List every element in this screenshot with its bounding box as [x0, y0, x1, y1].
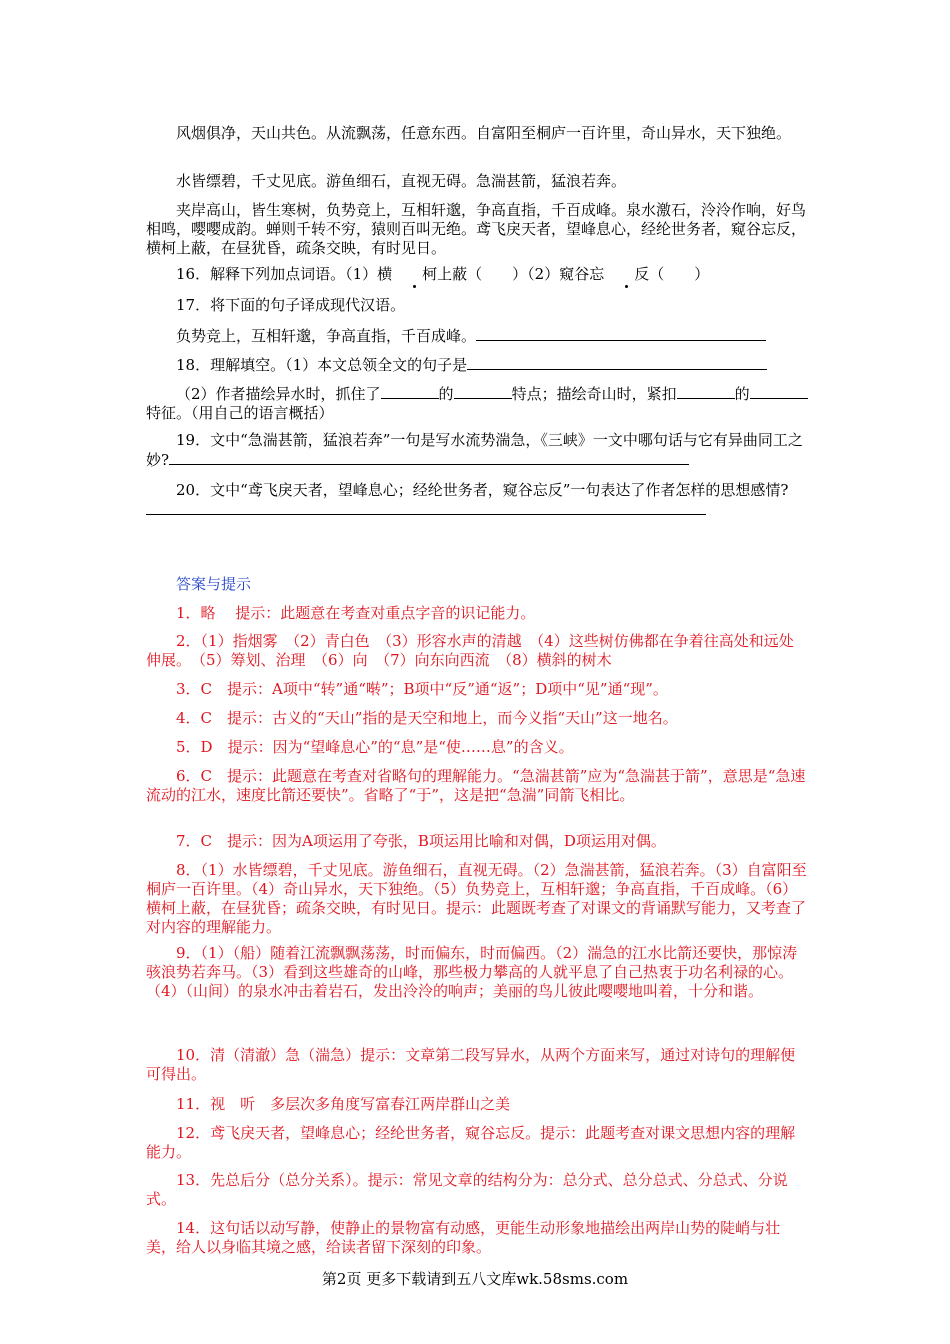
- answer-2: 2．（1）指烟雾 （2）青白色 （3）形容水声的清越 （4）这些树仿佛都在争着往高处和远处伸展。 （5）筹划、治理 （6）向 （7）向东向西流 （8）横斜的树木: [146, 632, 794, 669]
- answer-13: 13．先总后分（总分关系）。提示：常见文章的结构分为：总分式、总分总式、分总式、分说式。: [146, 1171, 788, 1208]
- answer-blank[interactable]: [169, 450, 689, 465]
- passage-paragraph-2: 水皆缥碧，千丈见底。游鱼细石，直视无碍。急湍甚箭，猛浪若奔。: [176, 172, 627, 190]
- answer-9: 9．（1）（船）随着江流飘飘荡荡，时而偏东，时而偏西。（2）湍急的江水比箭还要快，那惊涛骇浪势若奔马。（3）看到这些雄奇的山峰，那些极力攀高的人就平息了自己热衷于功名利禄的心。（4）（山间）的泉水冲击着岩石，发出泠泠的响声；美丽的鸟儿彼此嘤嘤地叫着，十分和谐。: [146, 944, 798, 1000]
- question-19: [146, 431, 808, 470]
- answer-blank[interactable]: [750, 384, 808, 399]
- question-20: [146, 481, 808, 520]
- q18-2-text-a: （2）作者描绘异水时，抓住了: [176, 385, 381, 403]
- answer-blank[interactable]: [454, 384, 512, 399]
- passage-paragraph-3: 夹岸高山，皆生寒树，负势竞上，互相轩邈，争高直指，千百成峰。泉水激石，泠泠作响，好鸟相鸣，嘤嘤成韵。蝉则千转不穷，猿则百叫无绝。鸢飞戾天者，望峰息心，经纶世务者，窥谷忘反，横柯上蔽，在昼犹昏，疏条交映，有时见日。: [146, 201, 807, 257]
- q18-2-text-c: 特点；描绘奇山时，紧扣: [511, 385, 677, 403]
- answer-blank[interactable]: [677, 384, 735, 399]
- answer-blank[interactable]: [381, 384, 439, 399]
- q16-dotted-char-1: 柯: [392, 265, 437, 284]
- q18-text: 18．理解填空。（1）本文总领全文的句子是: [176, 356, 468, 374]
- answer-1: 1．略 提示：此题意在考查对重点字音的识记能力。: [176, 604, 536, 622]
- q16-text-b: 上蔽（ ）（2）窥谷忘: [437, 265, 605, 283]
- q19-text: 19．文中“急湍甚箭，猛浪若奔”一句是写水流势湍急，《三峡》一文中哪句话与它有异曲同工之妙?: [146, 431, 803, 469]
- answer-8: 8．（1）水皆缥碧，千丈见底。游鱼细石，直视无碍。（2）急湍甚箭，猛浪若奔。（3）自富阳至桐庐一百许里。（4）奇山异水，天下独绝。（5）负势竞上，互相轩邈；争高直指，千百成峰。（6）横柯上蔽，在昼犹昏；疏条交映，有时见日。提示：此题既考查了对课文的背诵默写能力，又考查了对内容的理解能力。: [146, 861, 807, 936]
- answer-11: 11．视 听 多层次多角度写富春江两岸群山之美: [176, 1095, 511, 1113]
- answer-5: 5．D 提示：因为“望峰息心”的“息”是“使……息”的含义。: [176, 738, 574, 756]
- question-18: [146, 355, 808, 375]
- q20-text: 20．文中“鸢飞戾天者，望峰息心；经纶世务者，窥谷忘反”一句表达了作者怎样的思想感情?: [176, 481, 789, 499]
- answer-4: 4．C 提示：古义的“天山”指的是天空和地上，而今义指“天山”这一地名。: [176, 709, 678, 727]
- q18-2-text-d: 的: [734, 385, 750, 403]
- answers-heading: 答案与提示: [176, 575, 252, 593]
- q16-dotted-char-2: 反: [604, 265, 649, 284]
- answer-14: 14．这句话以动写静，使静止的景物富有动感，更能生动形象地描绘出两岸山势的陡峭与壮美，给人以身临其境之感，给读者留下深刻的印象。: [146, 1219, 781, 1256]
- answer-3: 3．C 提示：A项中“转”通“啭”；B项中“反”通“返”；D项中“见”通“现”。: [176, 680, 668, 698]
- q18-2-text-b: 的: [438, 385, 454, 403]
- q16-text-c: （ ）: [649, 265, 710, 283]
- answer-6: 6．C 提示：此题意在考查对省略句的理解能力。“急湍甚箭”应为“急湍甚于箭”，意思是“急速流动的江水，速度比箭还要快”。省略了“于”，这是把“急湍”同箭飞相比。: [146, 767, 806, 804]
- q17-sentence-text: 负势竞上，互相轩邈，争高直指，千百成峰。: [176, 327, 477, 345]
- q18-2-text-e: 特征。（用自己的语言概括）: [146, 404, 334, 422]
- answer-blank[interactable]: [467, 355, 767, 370]
- answer-10: 10．清（清澈）急（湍急）提示：文章第二段写异水，从两个方面来写，通过对诗句的理解便可得出。: [146, 1046, 796, 1083]
- answer-blank[interactable]: [146, 500, 706, 515]
- q16-text-a: 16．解释下列加点词语。（1）横: [176, 265, 393, 283]
- question-17-sentence: [146, 326, 808, 346]
- answer-7: 7．C 提示：因为A项运用了夸张，B项运用比喻和对偶，D项运用对偶。: [176, 832, 666, 850]
- question-17: 17．将下面的句子译成现代汉语。: [176, 296, 406, 314]
- page-footer: 第2页 更多下载请到五八文库wk.58sms.com: [321, 1270, 629, 1288]
- question-16: [146, 265, 808, 284]
- answer-12: 12．鸢飞戾天者，望峰息心；经纶世务者，窥谷忘反。提示：此题考查对课文思想内容的理解能力。: [146, 1124, 796, 1161]
- passage-paragraph-1: 风烟俱净，天山共色。从流飘荡，任意东西。自富阳至桐庐一百许里，奇山异水，天下独绝。: [176, 124, 792, 142]
- question-18-part-2: [146, 384, 808, 423]
- answer-blank[interactable]: [476, 326, 766, 341]
